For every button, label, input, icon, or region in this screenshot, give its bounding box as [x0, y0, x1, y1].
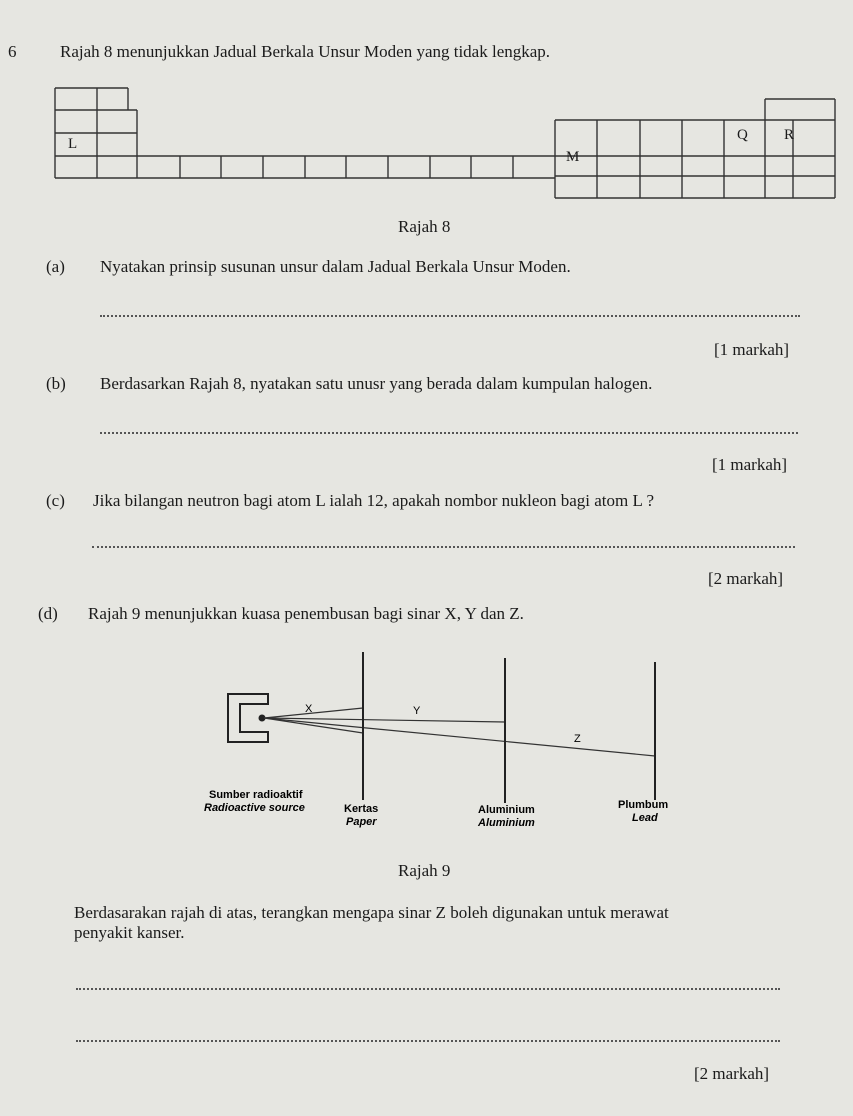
part-a-text: Nyatakan prinsip susunan unsur dalam Jadual Berkala Unsur Moden. — [100, 257, 571, 276]
element-label-q: Q — [737, 127, 748, 143]
ray-x-label: X — [305, 703, 313, 715]
part-d-question-line2: penyakit kanser. — [74, 923, 185, 942]
answer-line-d2[interactable] — [76, 1040, 780, 1042]
lead-label-ms: Plumbum — [618, 799, 669, 811]
part-d-marks: [2 markah] — [694, 1064, 770, 1083]
part-b-marks: [1 markah] — [712, 455, 788, 474]
lead-label-en: Lead — [632, 812, 658, 824]
source-label-en: Radioactive source — [204, 802, 305, 814]
aluminium-label-ms: Aluminium — [478, 804, 535, 816]
answer-line-d1[interactable] — [76, 988, 780, 990]
part-d-label: (d) — [38, 604, 58, 623]
figure-caption-8: Rajah 8 — [398, 217, 451, 236]
part-a-marks: [1 markah] — [714, 340, 790, 359]
element-label-m: M — [566, 149, 580, 165]
part-d-text: Rajah 9 menunjukkan kuasa penembusan bagi sinar X, Y dan Z. — [88, 604, 524, 623]
figure-caption-9: Rajah 9 — [398, 861, 451, 880]
aluminium-label-en: Aluminium — [478, 817, 535, 829]
part-a-label: (a) — [46, 257, 65, 276]
ray-y-label: Y — [413, 705, 421, 717]
paper-label-en: Paper — [346, 816, 377, 828]
part-c-marks: [2 markah] — [708, 569, 784, 588]
ray-z-label: Z — [574, 733, 581, 745]
part-c-label: (c) — [46, 491, 65, 510]
question-number: 6 — [8, 42, 17, 61]
ray-x-line — [264, 708, 363, 718]
paper-label-ms: Kertas — [344, 803, 379, 815]
ray-z-line — [264, 718, 655, 756]
part-b-text: Berdasarkan Rajah 8, nyatakan satu unusr yang berada dalam kumpulan halogen. — [100, 374, 653, 393]
question-intro: Rajah 8 menunjukkan Jadual Berkala Unsur Moden yang tidak lengkap. — [60, 42, 551, 61]
part-b-label: (b) — [46, 374, 66, 393]
source-label-ms: Sumber radioaktif — [209, 789, 303, 801]
element-label-l: L — [68, 136, 78, 152]
part-d-question-line1: Berdasarakan rajah di atas, terangkan mengapa sinar Z boleh digunakan untuk merawat — [74, 903, 669, 922]
element-label-r: R — [784, 127, 795, 143]
part-c-text: Jika bilangan neutron bagi atom L ialah 12, apakah nombor nukleon bagi atom L ? — [93, 491, 654, 510]
